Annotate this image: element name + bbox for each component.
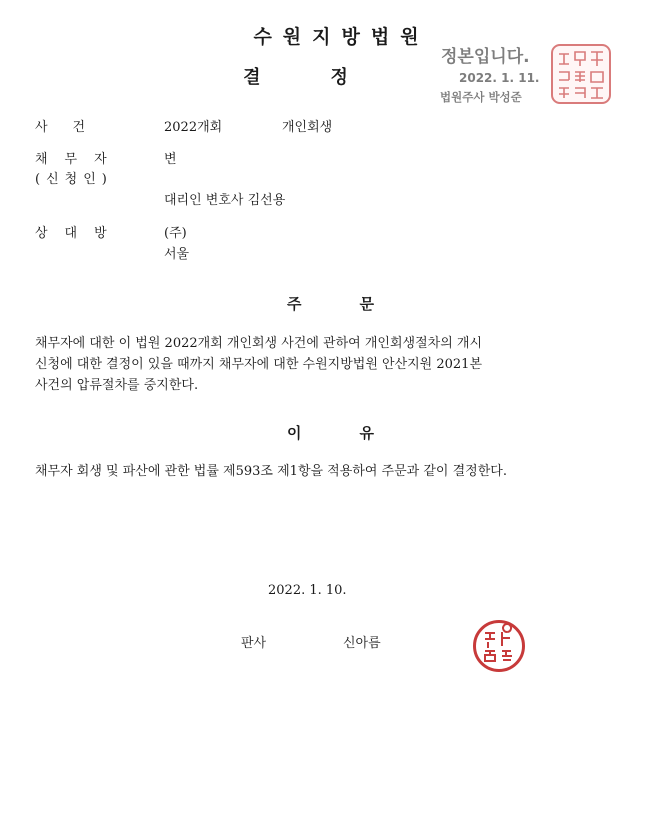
opponent-address: 서울	[164, 247, 190, 262]
decision-date: 2022. 1. 10.	[268, 583, 347, 598]
judge-seal-icon	[473, 620, 525, 672]
opponent-label: 상대방	[35, 226, 124, 241]
certification-date: 2022. 1. 11.	[459, 71, 540, 85]
order-heading: 주문	[287, 295, 432, 313]
case-number: 2022개회	[164, 120, 223, 135]
debtor-label: 채무자	[35, 152, 124, 167]
reason-heading: 이유	[287, 424, 432, 442]
debtor-name: 변	[164, 152, 177, 167]
agent-name: 대리인 변호사 김선용	[164, 193, 286, 208]
order-line-1: 채무자에 대한 이 법원 2022개회 개인회생 사건에 관하여 개인회생절차의 개시	[35, 336, 483, 351]
judge-label: 판사	[241, 636, 267, 651]
order-line-3: 사건의 압류절차를 중지한다.	[35, 378, 199, 393]
reason-text: 채무자 회생 및 파산에 관한 법률 제593조 제1항을 적용하여 주문과 같이 결정한다.	[35, 464, 507, 479]
court-seal-icon	[551, 44, 611, 104]
certification-clerk: 법원주사 박성준	[440, 90, 522, 104]
certification-title: 정본입니다.	[441, 47, 530, 67]
applicant-label: (신청인)	[35, 172, 113, 187]
document-type: 결정	[243, 67, 418, 88]
judge-name: 신아름	[343, 636, 381, 651]
order-line-2: 신청에 대한 결정이 있을 때까지 채무자에 대한 수원지방법원 안산지원 2021본	[35, 357, 483, 372]
case-label: 사건	[35, 120, 111, 135]
case-name: 개인회생	[282, 120, 333, 135]
opponent-name: (주)	[164, 226, 187, 241]
court-name: 수원지방법원	[253, 26, 430, 48]
